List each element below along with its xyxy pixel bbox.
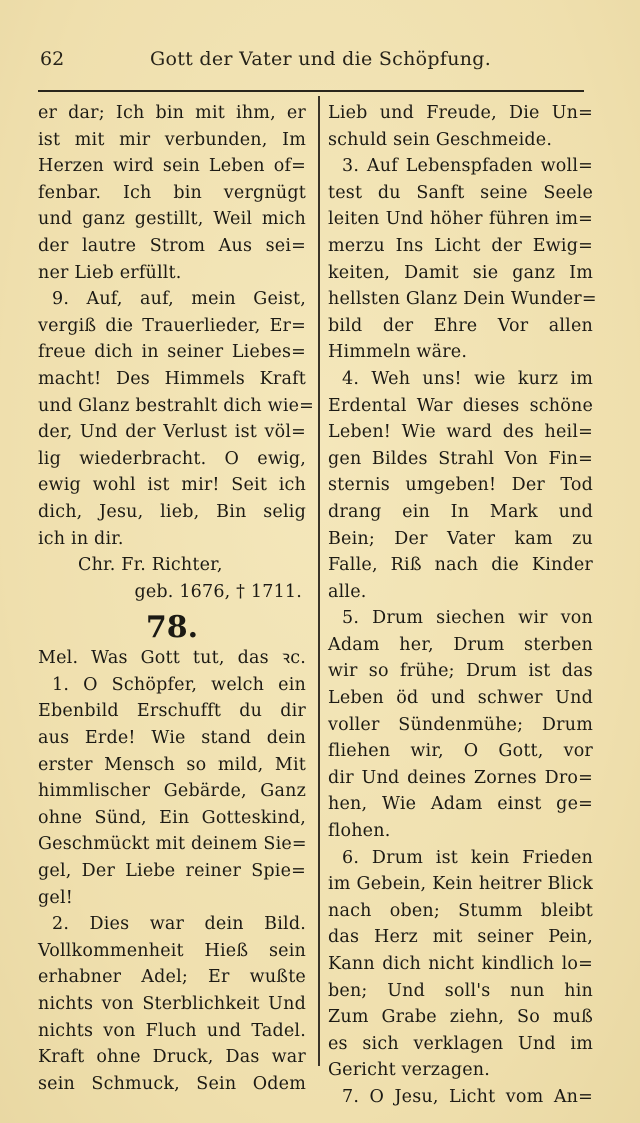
- text-line: gen Bildes Strahl Von Fin=: [328, 448, 593, 469]
- text-line: Erdental War dieses schöne: [328, 395, 593, 416]
- text-line: Falle, Riß nach die Kinder: [328, 555, 593, 576]
- text-line: voller Sündenmühe; Drum: [328, 714, 593, 735]
- text-line: bild der Ehre Vor allen: [328, 315, 593, 336]
- text-line: es sich verklagen Und im: [328, 1033, 593, 1054]
- text-line: sternis umgeben! Der Tod: [328, 475, 593, 496]
- verse-first-line: 2. Dies war dein Bild.: [52, 914, 306, 935]
- text-line: das Herz mit seiner Pein,: [328, 927, 593, 948]
- text-line: ewig wohl ist mir! Seit ich: [38, 475, 306, 496]
- text-line: ner Lieb erfüllt.: [38, 262, 182, 283]
- text-line: aus Erde! Wie stand dein: [38, 728, 306, 749]
- text-line: himmlischer Gebärde, Ganz: [38, 781, 306, 802]
- verse-first-line: 4. Weh uns! wie kurz im: [342, 368, 593, 389]
- text-line: Herzen wird sein Leben of=: [38, 156, 306, 177]
- verse-6: [328, 845, 593, 1084]
- text-line: dich, Jesu, lieb, Bin selig: [38, 501, 306, 522]
- page-number: 62: [40, 48, 65, 70]
- verse-9: [38, 286, 315, 552]
- running-title: Gott der Vater und die Schöpfung.: [150, 48, 492, 70]
- text-line: macht! Des Himmels Kraft: [38, 368, 306, 389]
- text-line: der lautre Strom Aus sei=: [38, 235, 306, 256]
- verse-2-continuation: [328, 100, 593, 153]
- verse-first-line: 1. O Schöpfer, welch ein: [52, 674, 306, 695]
- text-line: flohen.: [328, 821, 391, 842]
- text-line: ich in dir.: [38, 528, 124, 549]
- verse-2: [38, 911, 306, 1097]
- text-line: sein Schmuck, Sein Odem: [38, 1073, 306, 1094]
- left-column: [38, 100, 315, 1097]
- attribution: [38, 552, 306, 605]
- text-line: der, Und der Verlust ist völ=: [38, 422, 306, 443]
- right-column: [328, 100, 597, 1111]
- text-line: alle.: [328, 581, 367, 602]
- text-line: fliehen wir, O Gott, vor: [328, 741, 593, 762]
- text-line: Himmeln wäre.: [328, 342, 468, 363]
- verse-7: [328, 1084, 593, 1111]
- text-line: Zum Grabe ziehn, So muß: [328, 1007, 593, 1028]
- verse-first-line: 3. Auf Lebenspfaden woll=: [342, 156, 593, 177]
- text-line: Geschmückt mit deinem Sie=: [38, 834, 307, 855]
- text-line: und Glanz bestrahlt dich wie=: [38, 395, 315, 416]
- text-line: und ganz gestillt, Weil mich: [38, 209, 306, 230]
- verse-5: [328, 605, 593, 844]
- verse-1: [38, 672, 306, 911]
- text-line: Ebenbild Erschufft du dir: [38, 701, 306, 722]
- text-line: Leben! Wie ward des heil=: [328, 422, 593, 443]
- verse-first-line: 7. O Jesu, Licht vom An=: [342, 1086, 593, 1107]
- text-line: Lieb und Freude, Die Un=: [328, 103, 593, 123]
- text-line: lig wiederbracht. O ewig,: [38, 448, 306, 469]
- text-line: ist mit mir verbunden, Im: [38, 129, 306, 150]
- author-name: Chr. Fr. Richter,: [78, 555, 223, 576]
- melody-line: Mel. Was Gott tut, das ꝛc.: [38, 648, 306, 669]
- page-header: [38, 46, 584, 76]
- text-line: drang ein In Mark und: [328, 501, 593, 522]
- text-line: erster Mensch so mild, Mit: [38, 754, 306, 775]
- text-line: leiten Und höher führen im=: [328, 209, 593, 230]
- verse-first-line: 6. Drum ist kein Frieden: [342, 847, 593, 868]
- text-line: gel!: [38, 887, 73, 908]
- text-line: Leben öd und schwer Und: [328, 688, 593, 709]
- header-rule: [38, 90, 584, 92]
- text-line: freue dich in seiner Liebes=: [38, 342, 306, 363]
- text-line: Bein; Der Vater kam zu: [328, 528, 593, 549]
- verse-first-line: 5. Drum siechen wir von: [342, 608, 593, 629]
- text-line: schuld sein Geschmeide.: [328, 129, 553, 150]
- text-line: Vollkommenheit Hieß sein: [38, 940, 306, 961]
- author-dates: geb. 1676, † 1711.: [134, 581, 302, 602]
- text-line: er dar; Ich bin mit ihm, er: [38, 103, 306, 123]
- text-line: Kann dich nicht kindlich lo=: [328, 954, 593, 974]
- verse-4: [328, 366, 593, 605]
- verse-8-continuation: [38, 100, 306, 286]
- text-line: keiten, Damit sie ganz Im: [328, 262, 593, 283]
- text-line: hen, Wie Adam einst ge=: [328, 794, 593, 815]
- text-line: fenbar. Ich bin vergnügt: [38, 182, 306, 203]
- text-line: Adam her, Drum sterben: [328, 634, 593, 655]
- text-line: ohne Sünd, Ein Gotteskind,: [38, 807, 306, 828]
- text-line: merzu Ins Licht der Ewig=: [328, 235, 593, 256]
- text-line: nichts von Sterblichkeit Und: [38, 994, 306, 1014]
- verse-first-line: 9. Auf, auf, mein Geist,: [52, 289, 306, 310]
- text-line: Gericht verzagen.: [328, 1060, 491, 1081]
- text-line: im Gebein, Kein heitrer Blick: [328, 874, 593, 895]
- text-line: hellsten Glanz Dein Wunder=: [328, 289, 597, 310]
- text-line: nach oben; Stumm bleibt: [328, 900, 593, 921]
- text-line: nichts von Fluch und Tadel.: [38, 1020, 306, 1041]
- text-line: Kraft ohne Druck, Das war: [38, 1047, 306, 1068]
- text-line: ben; Und soll's nun hin: [328, 980, 593, 1001]
- text-line: vergiß die Trauerlieder, Er=: [38, 315, 306, 336]
- hymn-number: 78.: [145, 610, 199, 646]
- text-line: test du Sanft seine Seele: [328, 182, 593, 203]
- text-line: dir Und deines Zornes Dro=: [328, 767, 593, 788]
- text-line: gel, Der Liebe reiner Spie=: [38, 861, 306, 882]
- text-line: wir so frühe; Drum ist das: [328, 661, 593, 682]
- verse-3: [328, 153, 597, 366]
- column-divider: [318, 96, 320, 1066]
- text-line: erhabner Adel; Er wußte: [38, 967, 306, 988]
